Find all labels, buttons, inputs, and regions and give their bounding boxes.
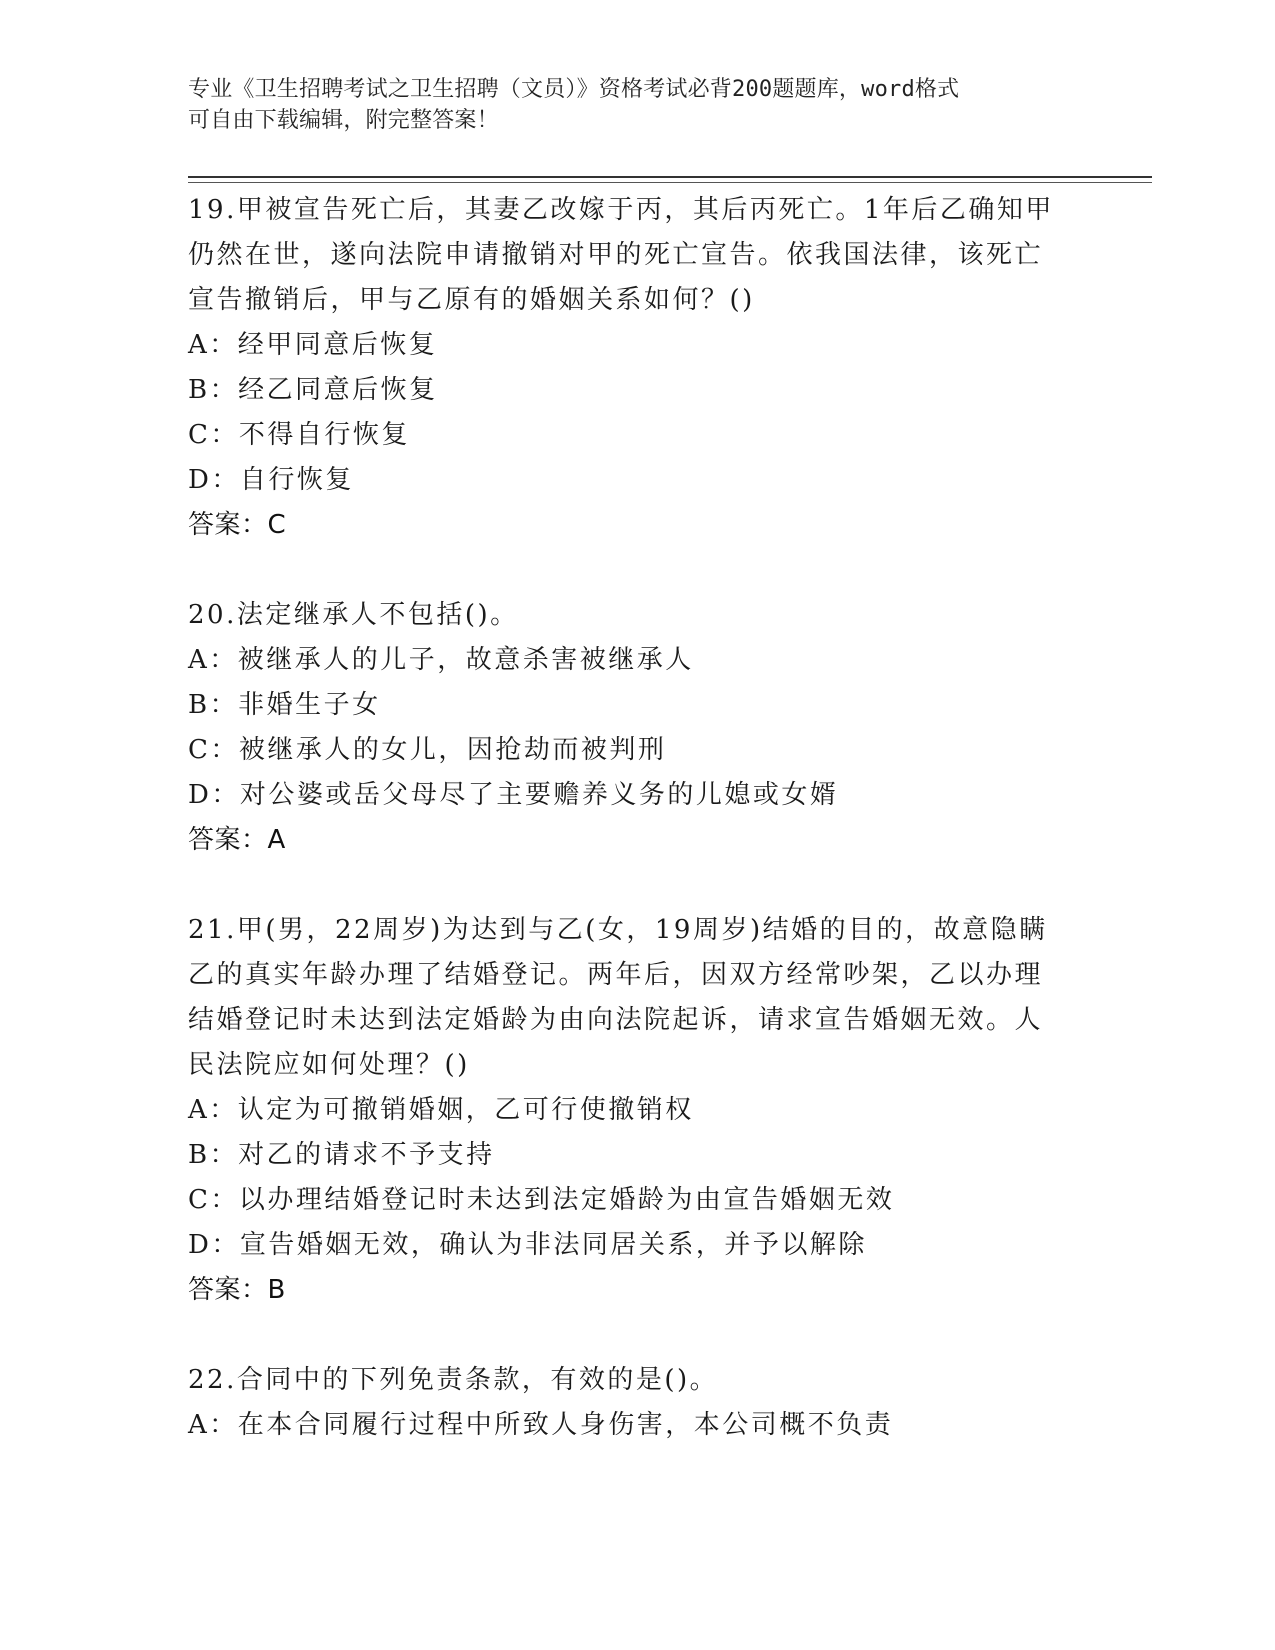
question-20 <box>188 593 1068 863</box>
question-text: 21.甲(男，22周岁)为达到与乙(女，19周岁)结婚的目的，故意隐瞒乙的真实年龄办理了结婚登记。两年后，因双方经常吵架，乙以办理结婚登记时未达到法定婚龄为由向法院起诉，请求宣告婚姻无效。人民法院应如何处理？() <box>188 915 1048 1080</box>
option-b: B：经乙同意后恢复 <box>188 375 438 405</box>
option-d: D：宣告婚姻无效，确认为非法同居关系，并予以解除 <box>188 1230 867 1260</box>
option-a: A：被继承人的儿子，故意杀害被继承人 <box>188 645 694 675</box>
option-c: C：被继承人的女儿，因抢劫而被判刑 <box>188 735 667 765</box>
question-text: 20.法定继承人不包括()。 <box>188 600 519 630</box>
header-divider-thin <box>188 182 1152 183</box>
option-d: D：自行恢复 <box>188 465 354 495</box>
question-gap <box>188 863 1068 908</box>
question-text: 19.甲被宣告死亡后，其妻乙改嫁于丙，其后丙死亡。1年后乙确知甲仍然在世，遂向法院申请撤销对甲的死亡宣告。依我国法律，该死亡宣告撤销后，甲与乙原有的婚姻关系如何？() <box>188 195 1054 315</box>
header-line-2: 可自由下载编辑，附完整答案！ <box>188 108 499 133</box>
answer: 答案：B <box>188 1275 286 1305</box>
document-header <box>188 74 1088 136</box>
answer: 答案：C <box>188 510 287 540</box>
option-b: B：非婚生子女 <box>188 690 381 720</box>
option-a: A：经甲同意后恢复 <box>188 330 438 360</box>
question-gap <box>188 548 1068 593</box>
header-divider-thick <box>188 176 1152 178</box>
option-c: C：不得自行恢复 <box>188 420 410 450</box>
option-b: B：对乙的请求不予支持 <box>188 1140 495 1170</box>
header-line-1: 专业《卫生招聘考试之卫生招聘（文员）》资格考试必背200题题库，word格式 <box>188 77 960 102</box>
question-list <box>188 188 1068 1448</box>
option-d: D：对公婆或岳父母尽了主要赡养义务的儿媳或女婿 <box>188 780 839 810</box>
question-text: 22.合同中的下列免责条款，有效的是()。 <box>188 1365 719 1395</box>
option-a: A：在本合同履行过程中所致人身伤害，本公司概不负责 <box>188 1410 894 1440</box>
question-21 <box>188 908 1068 1313</box>
option-a: A：认定为可撤销婚姻，乙可行使撤销权 <box>188 1095 694 1125</box>
question-gap <box>188 1313 1068 1358</box>
question-19 <box>188 188 1068 548</box>
question-22 <box>188 1358 1068 1448</box>
option-c: C：以办理结婚登记时未达到法定婚龄为由宣告婚姻无效 <box>188 1185 895 1215</box>
answer: 答案：A <box>188 825 286 855</box>
